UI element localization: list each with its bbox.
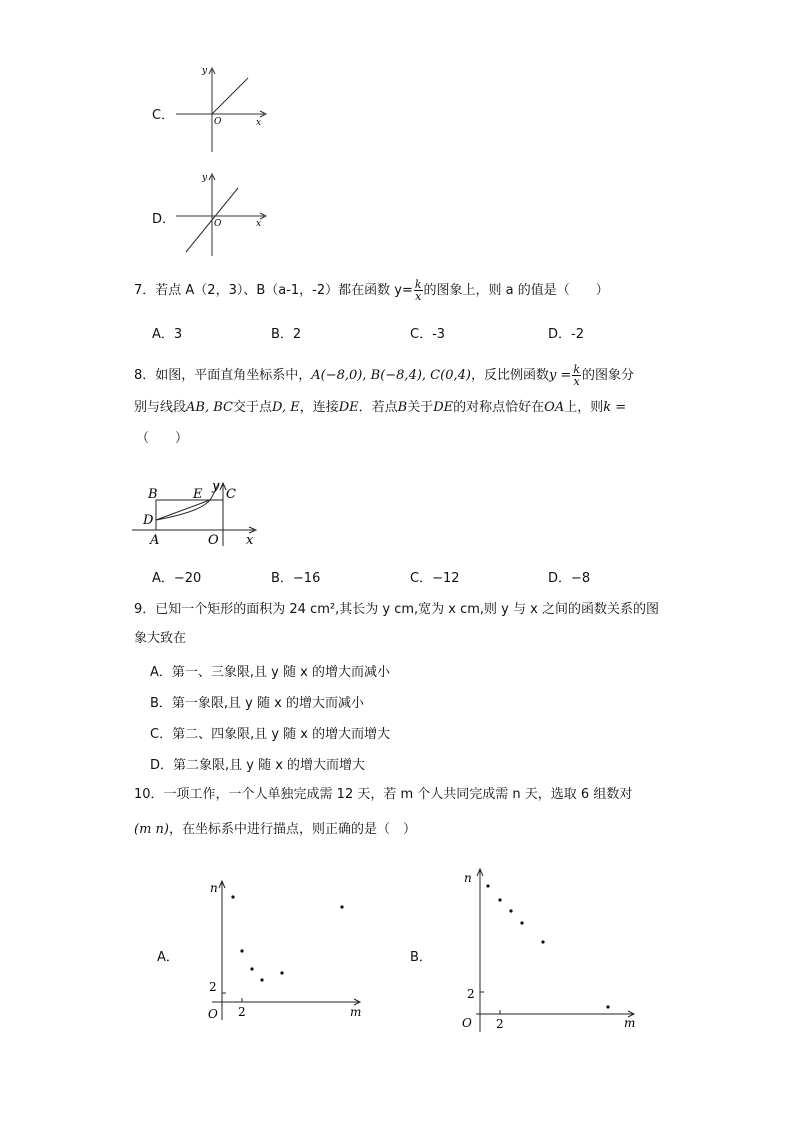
q8-l1-suffix: 的图象分: [582, 368, 635, 383]
q8-l2-de: DE: [338, 400, 359, 415]
q8-l2-f: 的对称点恰好在: [453, 400, 545, 415]
q8-line-1: [134, 364, 634, 387]
q8-l2-segs: AB, BC: [186, 400, 233, 415]
q10-b-origin: O: [462, 1016, 472, 1030]
q10-line2-rest: ，在坐标系中进行描点，则正确的是（ ）: [168, 822, 416, 837]
q6-option-d-graph: [172, 170, 272, 260]
q8-line-3: （ ）: [136, 431, 189, 446]
q10-b-tick-x: 2: [496, 1017, 504, 1031]
q6-option-c-label[interactable]: C．: [152, 108, 175, 123]
q8-fig-y: y: [212, 482, 220, 494]
q6-option-c-graph: [172, 62, 272, 157]
q8-l2-b-pt: B: [397, 400, 408, 415]
q7-option-c[interactable]: C．-3: [410, 327, 446, 342]
q9-option-d[interactable]: D．第二象限,且 y 随 x 的增大而增大: [150, 758, 366, 773]
q8-l2-b: 交于点: [232, 400, 272, 415]
q8-option-c[interactable]: C．−12: [410, 571, 460, 586]
q10-option-a-graph: [200, 876, 366, 1026]
q10-a-tick-x: 2: [238, 1005, 246, 1019]
q8-l2-k: k =: [603, 400, 627, 415]
q7-suffix: 的图象上，则 a 的值是（ ）: [423, 283, 609, 298]
q10-a-tick-y: 2: [209, 980, 217, 994]
q7-frac-den: x: [415, 290, 422, 303]
q9-option-c[interactable]: C．第二、四象限,且 y 随 x 的增大而增大: [150, 727, 391, 742]
q6-d-origin-label: O: [214, 219, 222, 229]
q10-pair: (m n): [134, 822, 169, 837]
q6-d-y-label: y: [202, 173, 208, 183]
q6-d-x-label: x: [256, 219, 262, 229]
q8-fig-o: O: [208, 533, 219, 548]
q7-question: [134, 279, 609, 302]
q10-option-a-label[interactable]: A．: [157, 950, 179, 965]
q8-frac-den: x: [573, 375, 580, 388]
q6-c-origin-label: O: [214, 117, 222, 127]
q10-b-m-label: m: [624, 1016, 636, 1030]
q8-l2-oa: OA: [544, 400, 565, 415]
q7-option-b[interactable]: B．2: [271, 327, 302, 342]
q8-fig-x: x: [246, 533, 254, 548]
q7-option-d[interactable]: D．-2: [548, 327, 584, 342]
q7-prefix: 7．若点 A（2，3）、B（a-1，-2）都在函数 y=: [134, 283, 413, 298]
q8-l1-prefix: 8．如图，平面直角坐标系中，: [134, 368, 312, 383]
q6-c-x-label: x: [256, 118, 262, 128]
q10-line-1: 10．一项工作，一个人单独完成需 12 天，若 m 个人共同完成需 n 天，选取 6 组数对: [134, 787, 633, 802]
q10-a-n-label: n: [210, 881, 218, 895]
q10-b-tick-y: 2: [467, 987, 475, 1001]
q8-figure: [130, 482, 262, 548]
q9-option-a[interactable]: A．第一、三象限,且 y 随 x 的增大而减小: [150, 665, 390, 680]
q9-line-2: 象大致在: [134, 631, 187, 646]
q8-l2-g: 上，则: [564, 400, 604, 415]
q8-fig-a: A: [150, 533, 160, 548]
q8-l1-coords: A(−8,0), B(−8,4), C(0,4): [311, 368, 471, 383]
q8-fig-e: E: [193, 487, 203, 502]
q8-option-d[interactable]: D．−8: [548, 571, 591, 586]
q8-frac-num: k: [573, 363, 580, 376]
q8-fig-c: C: [226, 487, 236, 502]
q9-option-b[interactable]: B．第一象限,且 y 随 x 的增大而减小: [150, 696, 364, 711]
q7-frac-num: k: [414, 278, 422, 291]
q8-l2-de2: DE: [433, 400, 454, 415]
q10-line-2: [134, 821, 416, 839]
q6-c-y-label: y: [202, 66, 208, 76]
q8-l1-mid: ，反比例函数: [470, 368, 549, 383]
q8-fig-d: D: [143, 513, 154, 528]
q8-option-a[interactable]: A．−20: [152, 571, 202, 586]
q10-a-origin: O: [208, 1007, 218, 1021]
q8-line-2: [134, 399, 626, 417]
q10-a-m-label: m: [350, 1005, 362, 1019]
q6-option-d-label[interactable]: D．: [152, 212, 176, 227]
q8-fig-b: B: [148, 487, 158, 502]
q10-option-b-label[interactable]: B．: [410, 950, 432, 965]
q8-l2-a: 别与线段: [134, 400, 187, 415]
q8-l2-d: ．若点: [358, 400, 398, 415]
q10-option-b-graph: [456, 864, 640, 1036]
q8-fraction: [572, 364, 581, 387]
q8-l2-pts: D, E: [271, 400, 300, 415]
q9-line-1: 9．已知一个矩形的面积为 24 cm²,其长为 y cm,宽为 x cm,则 y 与 x 之间的函数关系的图: [134, 602, 659, 617]
q8-l1-func: y =: [548, 368, 572, 383]
q7-fraction: [414, 279, 423, 302]
q7-option-a[interactable]: A．3: [152, 327, 183, 342]
q8-l2-e: 关于: [407, 400, 434, 415]
q10-b-n-label: n: [464, 871, 472, 885]
q8-option-b[interactable]: B．−16: [271, 571, 321, 586]
q8-l2-c: ，连接: [299, 400, 339, 415]
